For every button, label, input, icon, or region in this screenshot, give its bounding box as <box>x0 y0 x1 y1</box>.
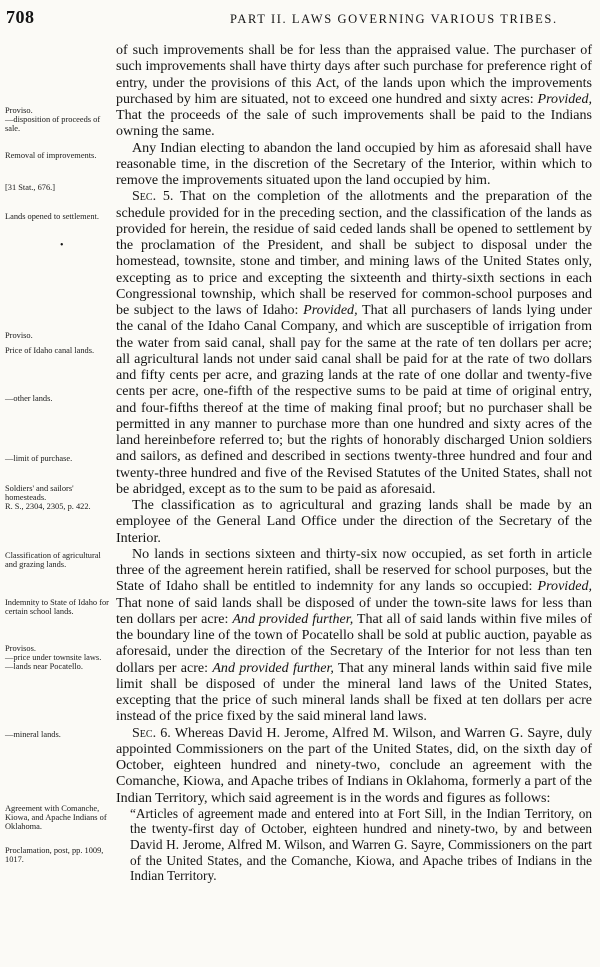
body-text <box>116 42 592 884</box>
page-number: 708 <box>6 7 35 27</box>
running-head: PART II. LAWS GOVERNING VARIOUS TRIBES. <box>230 12 558 26</box>
paragraph-abandon-land: Any Indian electing to abandon the land occupied by him as aforesaid shall have reasonable time, in the discretion of the Secretary of the Interior, within which to remove the improvements situated upon the land occupied by him. <box>116 139 592 188</box>
paragraph-classification: The classification as to agricultural and grazing lands shall be made by an employee of the General Land Office under the direction of the Secretary of the Interior. <box>116 497 592 546</box>
margin-note-provisos-townsite: Provisos. —price under townsite laws. —lands near Pocatello. <box>5 644 102 671</box>
margin-note-mineral-lands: —mineral lands. <box>5 730 61 739</box>
paragraph-improvements: of such improvements shall be for less than the appraised value. The purchaser of such improvements shall have thirty days after such purchase for preference right of entry, under the provisions of this Act, of the lands upon which the improvements purchased by him are situated, not to exceed one hundred and sixty acres: Provided, That the proceeds of the sale of such improvements shall be paid to the Indians owning the same. <box>116 42 593 140</box>
paragraph-section-6: Sec. 6. Whereas David H. Jerome, Alfred M. Wilson, and Warren G. Sayre, duly appointed Commissioners on the part of the United States, did, on the sixth day of October, eighteen hundred and ninety-two, conclude an agreement with the Comanche, Kiowa, and Apache tribes of Indians in Oklahoma, formerly a part of the Indian Territory, which said agreement is in the words and figures as follows: <box>116 724 593 806</box>
margin-note-classification: Classification of agricultural and grazing lands. <box>5 551 101 569</box>
margin-note-stat-citation: [31 Stat., 676.] <box>5 183 56 192</box>
margin-note-proviso-proceeds: Proviso. —disposition of proceeds of sale. <box>5 106 101 133</box>
margin-note-lands-opened: Lands opened to settlement. <box>5 212 99 221</box>
margin-note-idaho-canal-price: Price of Idaho canal lands. <box>5 346 95 355</box>
section-label: Sec. 5. <box>132 188 174 205</box>
paragraph-articles-of-agreement: “Articles of agreement made and entered into at Fort Sill, in the Indian Territory, on the twenty-first day of October, eighteen hundred and ninety-two, by and between David H. Jerome, Alfred M. Wilson, and Warren G. Sayre, Commissioners on the part of the United States, and the Comanche, Kiowa, and Apache tribes of Indians in the Indian Territory. <box>130 805 592 884</box>
section-label: Sec. 6. <box>132 724 171 741</box>
margin-dot: • <box>60 240 64 251</box>
margin-note-indemnity: Indemnity to State of Idaho for certain school lands. <box>5 598 109 616</box>
margin-note-limit-purchase: —limit of purchase. <box>5 454 73 463</box>
margin-note-proclamation: Proclamation, post, pp. 1009, 1017. <box>5 846 104 864</box>
margin-note-proviso: Proviso. <box>5 331 33 340</box>
margin-note-comanche-agreement: Agreement with Comanche, Kiowa, and Apache Indians of Oklahoma. <box>5 804 107 831</box>
margin-note-other-lands: —other lands. <box>5 394 53 403</box>
margin-note-removal-improvements: Removal of improvements. <box>5 151 97 160</box>
margin-note-homesteads: Soldiers' and sailors' homesteads. R. S., 2304, 2305, p. 422. <box>5 484 91 511</box>
paragraph-school-lands: No lands in sections sixteen and thirty-six now occupied, as set forth in article three of the agreement herein ratified, shall be reserved for school purposes, but the State of Idaho shall be entitled to indemnity for any lands so occupied: Provided, That none of said lands shall be disposed of under the town-site laws for less than ten dollars per acre: And provided further, That all of said lands within five miles of the boundary line of the town of Pocatello shall be sold at public auction, payable as aforesaid, under the direction of the Secretary of the Interior for not less than ten dollars per acre: And provided further, That any mineral lands within said five mile limit shall be disposed of under the mineral land laws of the United States, excepting that the price of such mineral lands shall be fixed at ten dollars per acre instead of the price fixed by the said mineral land laws. <box>116 545 592 725</box>
paragraph-section-5: Sec. 5. That on the completion of the allotments and the preparation of the schedule provided for in the preceding section, and the classification of the lands as provided for herein, the residue of said ceded lands shall be opened to settlement by the proclamation of the President, and shall be subject to disposal under the homestead, townsite, stone and timber, and mining laws of the United States only, excepting as to price and excepting the sixteenth and thirty-sixth sections in each Congressional township, which shall be reserved for common-school purposes and be subject to the laws of Idaho: Provided, That all purchasers of lands lying under the canal of the Idaho Canal Company, and which are susceptible of irrigation from the water from said canal, shall pay for the same at the rate of ten dollars per acre; all agricultural lands not under said canal shall be paid for at the rate of two dollars and fifty cents per acre, and grazing lands at the rate of one dollar and twenty-five cents per acre, one-fifth of the respective sums to be paid at time of original entry, and four-fifths thereof at the time of making final proof; but no purchaser shall be permitted in any manner to purchase more than one hundred and sixty acres of the land hereinbefore referred to; but the rights of honorably discharged Union soldiers and sailors, as defined and described in sections twenty-three hundred and four and twenty-three hundred and five of the Revised Statutes of the United States, shall not be abridged, except as to the sum to be paid as aforesaid. <box>116 188 593 497</box>
page-header <box>0 7 600 31</box>
